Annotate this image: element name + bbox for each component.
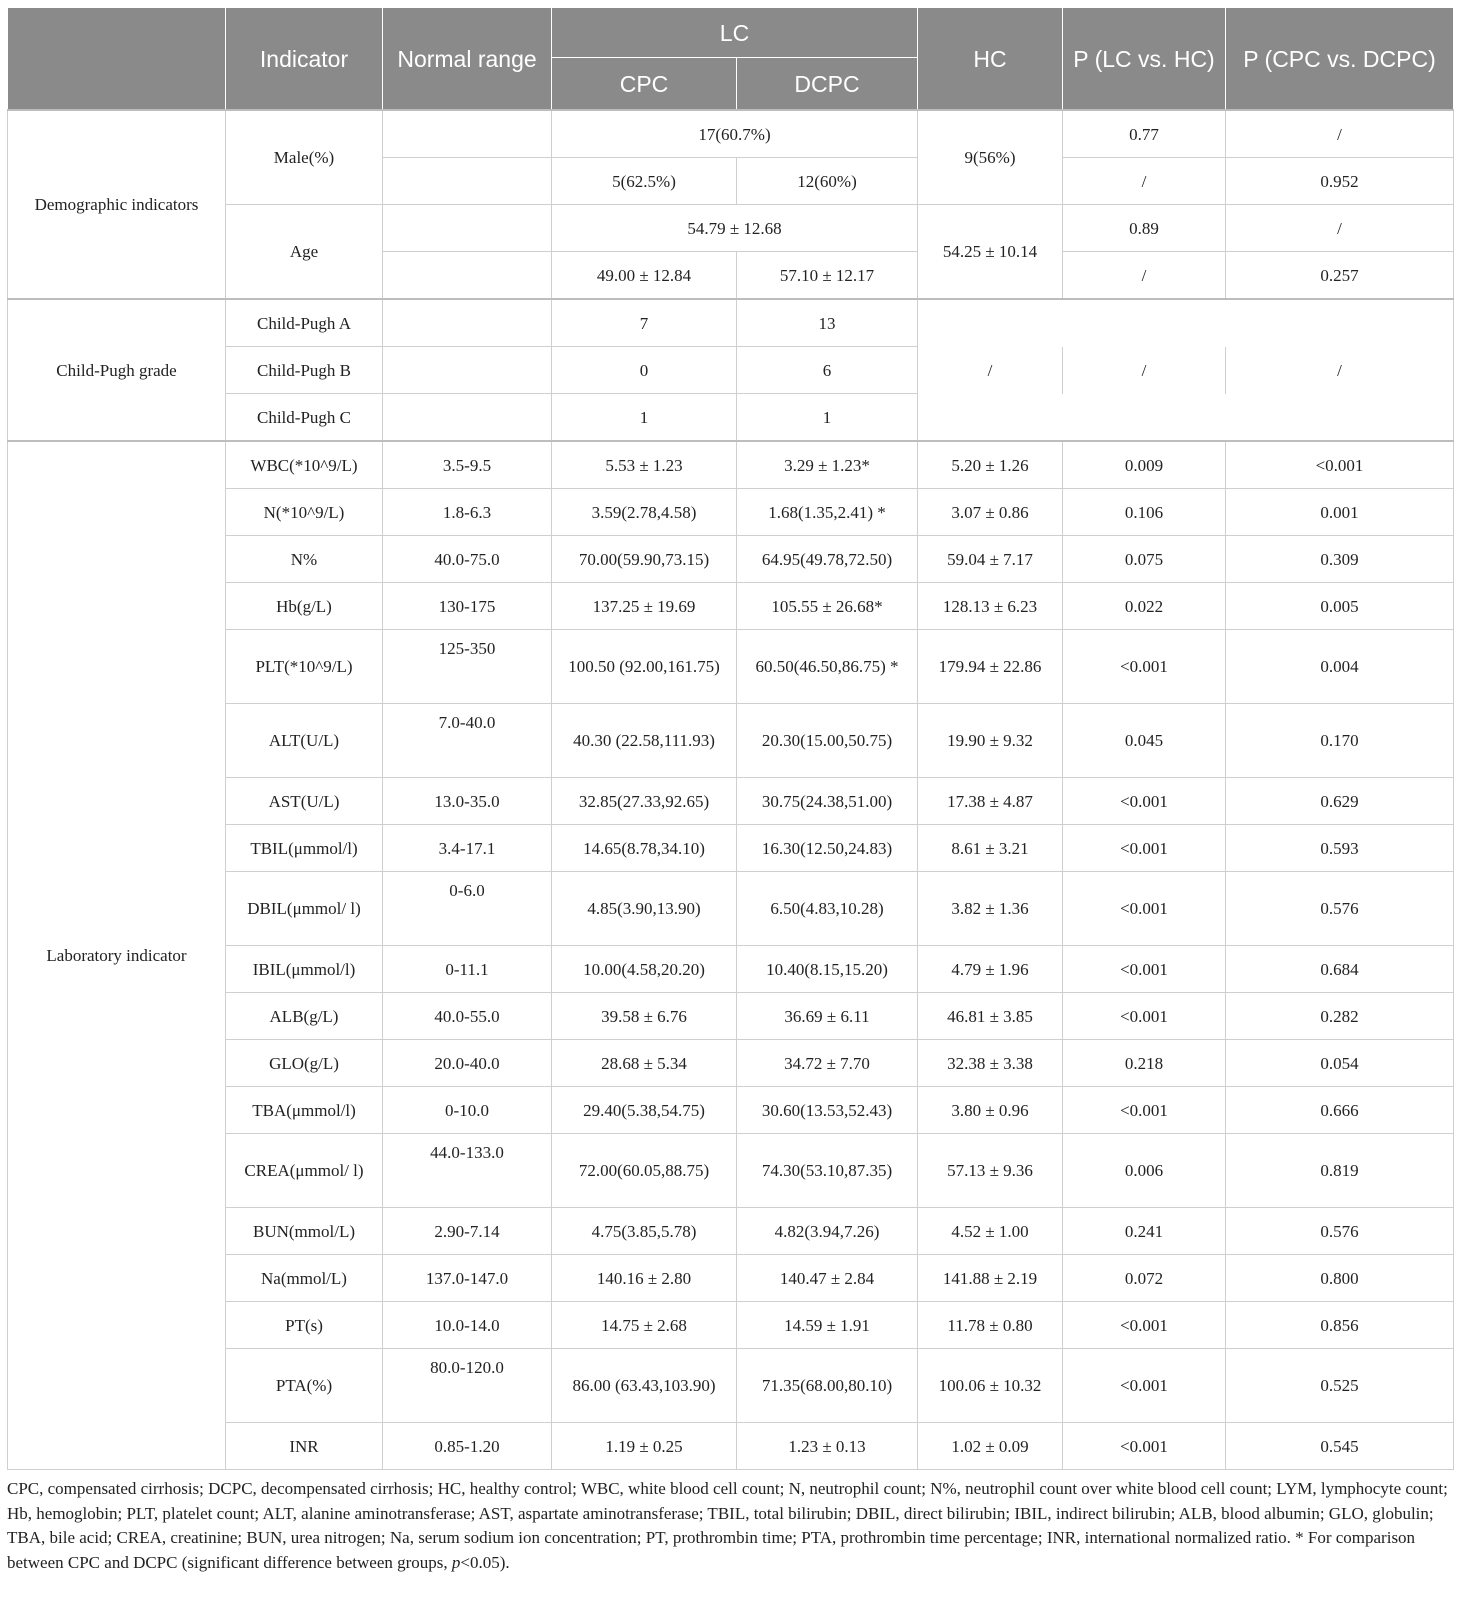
normal-range-cell: 3.5-9.5 bbox=[383, 441, 552, 489]
hc-value: 9(56%) bbox=[918, 110, 1063, 205]
cpc-value: 0 bbox=[552, 347, 737, 394]
footnote-tail: <0.05). bbox=[460, 1552, 510, 1572]
hc-value: 59.04 ± 7.17 bbox=[918, 536, 1063, 583]
normal-range-cell bbox=[383, 299, 552, 347]
normal-range-cell: 10.0-14.0 bbox=[383, 1302, 552, 1349]
cpc-value: 100.50 (92.00,161.75) bbox=[552, 630, 737, 704]
indicator-name: Age bbox=[226, 205, 383, 300]
hc-value: 141.88 ± 2.19 bbox=[918, 1255, 1063, 1302]
hc-value: 5.20 ± 1.26 bbox=[918, 441, 1063, 489]
header-normal-range: Normal range bbox=[383, 8, 552, 111]
hc-value: 100.06 ± 10.32 bbox=[918, 1349, 1063, 1423]
p-lc-hc-value: / bbox=[1063, 158, 1226, 205]
p-cpc-dcpc-value: 0.282 bbox=[1226, 993, 1454, 1040]
indicator-name: Male(%) bbox=[226, 110, 383, 205]
hc-value: 179.94 ± 22.86 bbox=[918, 630, 1063, 704]
cpc-value: 70.00(59.90,73.15) bbox=[552, 536, 737, 583]
p-cpc-dcpc-value: 0.856 bbox=[1226, 1302, 1454, 1349]
indicator-name: PTA(%) bbox=[226, 1349, 383, 1423]
p-cpc-dcpc-value: / bbox=[1226, 110, 1454, 158]
p-cpc-dcpc-value: 0.004 bbox=[1226, 630, 1454, 704]
cpc-value: 1 bbox=[552, 394, 737, 442]
cpc-value: 29.40(5.38,54.75) bbox=[552, 1087, 737, 1134]
p-cpc-dcpc-value: 0.576 bbox=[1226, 1208, 1454, 1255]
normal-range-cell: 0-11.1 bbox=[383, 946, 552, 993]
cpc-value: 3.59(2.78,4.58) bbox=[552, 489, 737, 536]
p-lc-hc-value: <0.001 bbox=[1063, 872, 1226, 946]
cpc-value: 86.00 (63.43,103.90) bbox=[552, 1349, 737, 1423]
p-lc-hc-value: 0.022 bbox=[1063, 583, 1226, 630]
dcpc-value: 74.30(53.10,87.35) bbox=[737, 1134, 918, 1208]
group-label-demographic: Demographic indicators bbox=[8, 110, 226, 299]
p-cpc-dcpc-value: 0.629 bbox=[1226, 778, 1454, 825]
dcpc-value: 34.72 ± 7.70 bbox=[737, 1040, 918, 1087]
cpc-value: 32.85(27.33,92.65) bbox=[552, 778, 737, 825]
hc-value: 3.80 ± 0.96 bbox=[918, 1087, 1063, 1134]
normal-range-cell: 130-175 bbox=[383, 583, 552, 630]
footnote-text: CPC, compensated cirrhosis; DCPC, decompensated cirrhosis; HC, healthy control; WBC, white blood cell count; N, neutrophil count; N%, neutrophil count over white blood cell count; LYM, lymphocyte count; Hb, hemoglobin; PLT, platelet count; ALT, alanine aminotransferase; AST, aspartate aminotransferase; TBIL, total bilirubin; DBIL, direct bilirubin; IBIL, indirect bilirubin; ALB, blood albumin; GLO, globulin; TBA, bile acid; CREA, creatinine; BUN, urea nitrogen; Na, serum sodium ion concentration; PT, prothrombin time; PTA, prothrombin time percentage; INR, international normalized ratio. * For comparison between CPC and DCPC (significant difference between groups, bbox=[7, 1479, 1448, 1572]
normal-range-cell bbox=[383, 158, 552, 205]
indicator-name: IBIL(μmmol/l) bbox=[226, 946, 383, 993]
hc-value: 3.82 ± 1.36 bbox=[918, 872, 1063, 946]
normal-range-cell: 20.0-40.0 bbox=[383, 1040, 552, 1087]
header-indicator: Indicator bbox=[226, 8, 383, 111]
p-lc-hc-value: <0.001 bbox=[1063, 778, 1226, 825]
p-lc-hc-value: <0.001 bbox=[1063, 630, 1226, 704]
cpc-value: 28.68 ± 5.34 bbox=[552, 1040, 737, 1087]
indicator-name: BUN(mmol/L) bbox=[226, 1208, 383, 1255]
normal-range-cell: 13.0-35.0 bbox=[383, 778, 552, 825]
p-cpc-dcpc-value: 0.170 bbox=[1226, 704, 1454, 778]
table-container bbox=[7, 7, 1453, 1470]
p-lc-hc-value: 0.241 bbox=[1063, 1208, 1226, 1255]
p-lc-hc-value: 0.006 bbox=[1063, 1134, 1226, 1208]
header-dcpc: DCPC bbox=[737, 58, 918, 110]
indicator-name: PLT(*10^9/L) bbox=[226, 630, 383, 704]
cpc-value: 1.19 ± 0.25 bbox=[552, 1423, 737, 1470]
indicator-name: Hb(g/L) bbox=[226, 583, 383, 630]
indicator-name: Child-Pugh B bbox=[226, 347, 383, 394]
dcpc-value: 13 bbox=[737, 299, 918, 347]
normal-range-cell bbox=[383, 205, 552, 252]
empty-cell bbox=[918, 394, 1454, 442]
p-cpc-dcpc-value: 0.005 bbox=[1226, 583, 1454, 630]
laboratory-section bbox=[8, 441, 1454, 1470]
cpc-value: 140.16 ± 2.80 bbox=[552, 1255, 737, 1302]
p-cpc-dcpc-value: 0.576 bbox=[1226, 872, 1454, 946]
dcpc-value: 30.60(13.53,52.43) bbox=[737, 1087, 918, 1134]
normal-range-cell: 137.0-147.0 bbox=[383, 1255, 552, 1302]
empty-cell bbox=[918, 299, 1454, 347]
p-lc-hc-value: <0.001 bbox=[1063, 946, 1226, 993]
normal-range-cell: 80.0-120.0 bbox=[383, 1349, 552, 1423]
normal-range-cell bbox=[383, 394, 552, 442]
table-header bbox=[8, 8, 1454, 111]
hc-value: 128.13 ± 6.23 bbox=[918, 583, 1063, 630]
table-row bbox=[8, 110, 1454, 158]
cpc-value: 7 bbox=[552, 299, 737, 347]
hc-value: 3.07 ± 0.86 bbox=[918, 489, 1063, 536]
p-cpc-dcpc-value: <0.001 bbox=[1226, 441, 1454, 489]
child-pugh-section bbox=[8, 299, 1454, 441]
p-lc-hc-value: <0.001 bbox=[1063, 1349, 1226, 1423]
indicator-name: AST(U/L) bbox=[226, 778, 383, 825]
p-cpc-dcpc-value: 0.593 bbox=[1226, 825, 1454, 872]
p-lc-hc-value: <0.001 bbox=[1063, 993, 1226, 1040]
p-cpc-dcpc-value: 0.525 bbox=[1226, 1349, 1454, 1423]
normal-range-cell: 0-10.0 bbox=[383, 1087, 552, 1134]
cpc-value: 39.58 ± 6.76 bbox=[552, 993, 737, 1040]
indicator-name: PT(s) bbox=[226, 1302, 383, 1349]
indicator-name: INR bbox=[226, 1423, 383, 1470]
dcpc-value: 14.59 ± 1.91 bbox=[737, 1302, 918, 1349]
header-p-lc-vs-hc: P (LC vs. HC) bbox=[1063, 8, 1226, 111]
normal-range-cell: 0-6.0 bbox=[383, 872, 552, 946]
indicator-name: Child-Pugh C bbox=[226, 394, 383, 442]
hc-value: 17.38 ± 4.87 bbox=[918, 778, 1063, 825]
p-lc-hc-value: / bbox=[1063, 347, 1226, 394]
indicator-name: WBC(*10^9/L) bbox=[226, 441, 383, 489]
p-lc-hc-value: 0.77 bbox=[1063, 110, 1226, 158]
table-row bbox=[8, 441, 1454, 489]
p-cpc-dcpc-value: 0.054 bbox=[1226, 1040, 1454, 1087]
dcpc-value: 71.35(68.00,80.10) bbox=[737, 1349, 918, 1423]
normal-range-cell bbox=[383, 252, 552, 300]
dcpc-value: 57.10 ± 12.17 bbox=[737, 252, 918, 300]
p-lc-hc-value: 0.009 bbox=[1063, 441, 1226, 489]
hc-value: 1.02 ± 0.09 bbox=[918, 1423, 1063, 1470]
p-lc-hc-value: 0.072 bbox=[1063, 1255, 1226, 1302]
indicator-name: Na(mmol/L) bbox=[226, 1255, 383, 1302]
p-cpc-dcpc-value: / bbox=[1226, 347, 1454, 394]
header-cpc: CPC bbox=[552, 58, 737, 110]
dcpc-value: 60.50(46.50,86.75) * bbox=[737, 630, 918, 704]
normal-range-cell: 3.4-17.1 bbox=[383, 825, 552, 872]
p-cpc-dcpc-value: 0.545 bbox=[1226, 1423, 1454, 1470]
normal-range-cell: 2.90-7.14 bbox=[383, 1208, 552, 1255]
p-lc-hc-value: <0.001 bbox=[1063, 1423, 1226, 1470]
dcpc-value: 12(60%) bbox=[737, 158, 918, 205]
indicator-name: CREA(μmmol/ l) bbox=[226, 1134, 383, 1208]
normal-range-cell bbox=[383, 347, 552, 394]
normal-range-cell: 40.0-75.0 bbox=[383, 536, 552, 583]
p-lc-hc-value: 0.075 bbox=[1063, 536, 1226, 583]
p-cpc-dcpc-value: 0.952 bbox=[1226, 158, 1454, 205]
hc-value: 4.79 ± 1.96 bbox=[918, 946, 1063, 993]
dcpc-value: 36.69 ± 6.11 bbox=[737, 993, 918, 1040]
dcpc-value: 1 bbox=[737, 394, 918, 442]
p-lc-hc-value: 0.045 bbox=[1063, 704, 1226, 778]
indicator-name: N(*10^9/L) bbox=[226, 489, 383, 536]
dcpc-value: 64.95(49.78,72.50) bbox=[737, 536, 918, 583]
indicator-name: TBIL(μmmol/l) bbox=[226, 825, 383, 872]
hc-value: 4.52 ± 1.00 bbox=[918, 1208, 1063, 1255]
lc-value: 54.79 ± 12.68 bbox=[552, 205, 918, 252]
normal-range-cell: 40.0-55.0 bbox=[383, 993, 552, 1040]
cpc-value: 40.30 (22.58,111.93) bbox=[552, 704, 737, 778]
indicator-name: ALT(U/L) bbox=[226, 704, 383, 778]
group-label-child-pugh: Child-Pugh grade bbox=[8, 299, 226, 441]
p-lc-hc-value: 0.89 bbox=[1063, 205, 1226, 252]
dcpc-value: 10.40(8.15,15.20) bbox=[737, 946, 918, 993]
hc-value: 32.38 ± 3.38 bbox=[918, 1040, 1063, 1087]
indicator-name: N% bbox=[226, 536, 383, 583]
indicator-name: DBIL(μmmol/ l) bbox=[226, 872, 383, 946]
cpc-value: 4.75(3.85,5.78) bbox=[552, 1208, 737, 1255]
cpc-value: 137.25 ± 19.69 bbox=[552, 583, 737, 630]
footnote-p-italic: p bbox=[451, 1552, 461, 1572]
header-p-cpc-vs-dcpc: P (CPC vs. DCPC) bbox=[1226, 8, 1454, 111]
dcpc-value: 6.50(4.83,10.28) bbox=[737, 872, 918, 946]
normal-range-cell: 44.0-133.0 bbox=[383, 1134, 552, 1208]
table-footnote bbox=[7, 1477, 1453, 1575]
cpc-value: 4.85(3.90,13.90) bbox=[552, 872, 737, 946]
normal-range-cell: 7.0-40.0 bbox=[383, 704, 552, 778]
hc-value: 46.81 ± 3.85 bbox=[918, 993, 1063, 1040]
p-cpc-dcpc-value: 0.684 bbox=[1226, 946, 1454, 993]
p-lc-hc-value: <0.001 bbox=[1063, 825, 1226, 872]
cpc-value: 49.00 ± 12.84 bbox=[552, 252, 737, 300]
normal-range-cell bbox=[383, 110, 552, 158]
hc-value: 54.25 ± 10.14 bbox=[918, 205, 1063, 300]
demographic-section bbox=[8, 110, 1454, 299]
header-blank bbox=[8, 8, 226, 111]
dcpc-value: 1.23 ± 0.13 bbox=[737, 1423, 918, 1470]
hc-value: 8.61 ± 3.21 bbox=[918, 825, 1063, 872]
hc-value: 19.90 ± 9.32 bbox=[918, 704, 1063, 778]
dcpc-value: 4.82(3.94,7.26) bbox=[737, 1208, 918, 1255]
cpc-value: 5(62.5%) bbox=[552, 158, 737, 205]
dcpc-value: 30.75(24.38,51.00) bbox=[737, 778, 918, 825]
p-cpc-dcpc-value: 0.819 bbox=[1226, 1134, 1454, 1208]
hc-value: / bbox=[918, 347, 1063, 394]
p-lc-hc-value: / bbox=[1063, 252, 1226, 300]
p-lc-hc-value: <0.001 bbox=[1063, 1087, 1226, 1134]
dcpc-value: 3.29 ± 1.23* bbox=[737, 441, 918, 489]
p-cpc-dcpc-value: 0.666 bbox=[1226, 1087, 1454, 1134]
indicator-name: Child-Pugh A bbox=[226, 299, 383, 347]
indicator-name: TBA(μmmol/l) bbox=[226, 1087, 383, 1134]
data-table bbox=[7, 7, 1454, 1470]
p-cpc-dcpc-value: / bbox=[1226, 205, 1454, 252]
dcpc-value: 105.55 ± 26.68* bbox=[737, 583, 918, 630]
p-cpc-dcpc-value: 0.257 bbox=[1226, 252, 1454, 300]
p-lc-hc-value: 0.218 bbox=[1063, 1040, 1226, 1087]
dcpc-value: 20.30(15.00,50.75) bbox=[737, 704, 918, 778]
normal-range-cell: 1.8-6.3 bbox=[383, 489, 552, 536]
p-cpc-dcpc-value: 0.309 bbox=[1226, 536, 1454, 583]
normal-range-cell: 0.85-1.20 bbox=[383, 1423, 552, 1470]
normal-range-cell: 125-350 bbox=[383, 630, 552, 704]
p-lc-hc-value: 0.106 bbox=[1063, 489, 1226, 536]
group-label-laboratory: Laboratory indicator bbox=[8, 441, 226, 1470]
hc-value: 11.78 ± 0.80 bbox=[918, 1302, 1063, 1349]
header-hc: HC bbox=[918, 8, 1063, 111]
dcpc-value: 1.68(1.35,2.41) * bbox=[737, 489, 918, 536]
indicator-name: GLO(g/L) bbox=[226, 1040, 383, 1087]
dcpc-value: 6 bbox=[737, 347, 918, 394]
header-lc: LC bbox=[552, 8, 918, 58]
p-cpc-dcpc-value: 0.001 bbox=[1226, 489, 1454, 536]
dcpc-value: 140.47 ± 2.84 bbox=[737, 1255, 918, 1302]
cpc-value: 14.65(8.78,34.10) bbox=[552, 825, 737, 872]
p-cpc-dcpc-value: 0.800 bbox=[1226, 1255, 1454, 1302]
cpc-value: 72.00(60.05,88.75) bbox=[552, 1134, 737, 1208]
hc-value: 57.13 ± 9.36 bbox=[918, 1134, 1063, 1208]
lc-value: 17(60.7%) bbox=[552, 110, 918, 158]
cpc-value: 5.53 ± 1.23 bbox=[552, 441, 737, 489]
p-lc-hc-value: <0.001 bbox=[1063, 1302, 1226, 1349]
indicator-name: ALB(g/L) bbox=[226, 993, 383, 1040]
dcpc-value: 16.30(12.50,24.83) bbox=[737, 825, 918, 872]
cpc-value: 10.00(4.58,20.20) bbox=[552, 946, 737, 993]
cpc-value: 14.75 ± 2.68 bbox=[552, 1302, 737, 1349]
table-row bbox=[8, 299, 1454, 347]
